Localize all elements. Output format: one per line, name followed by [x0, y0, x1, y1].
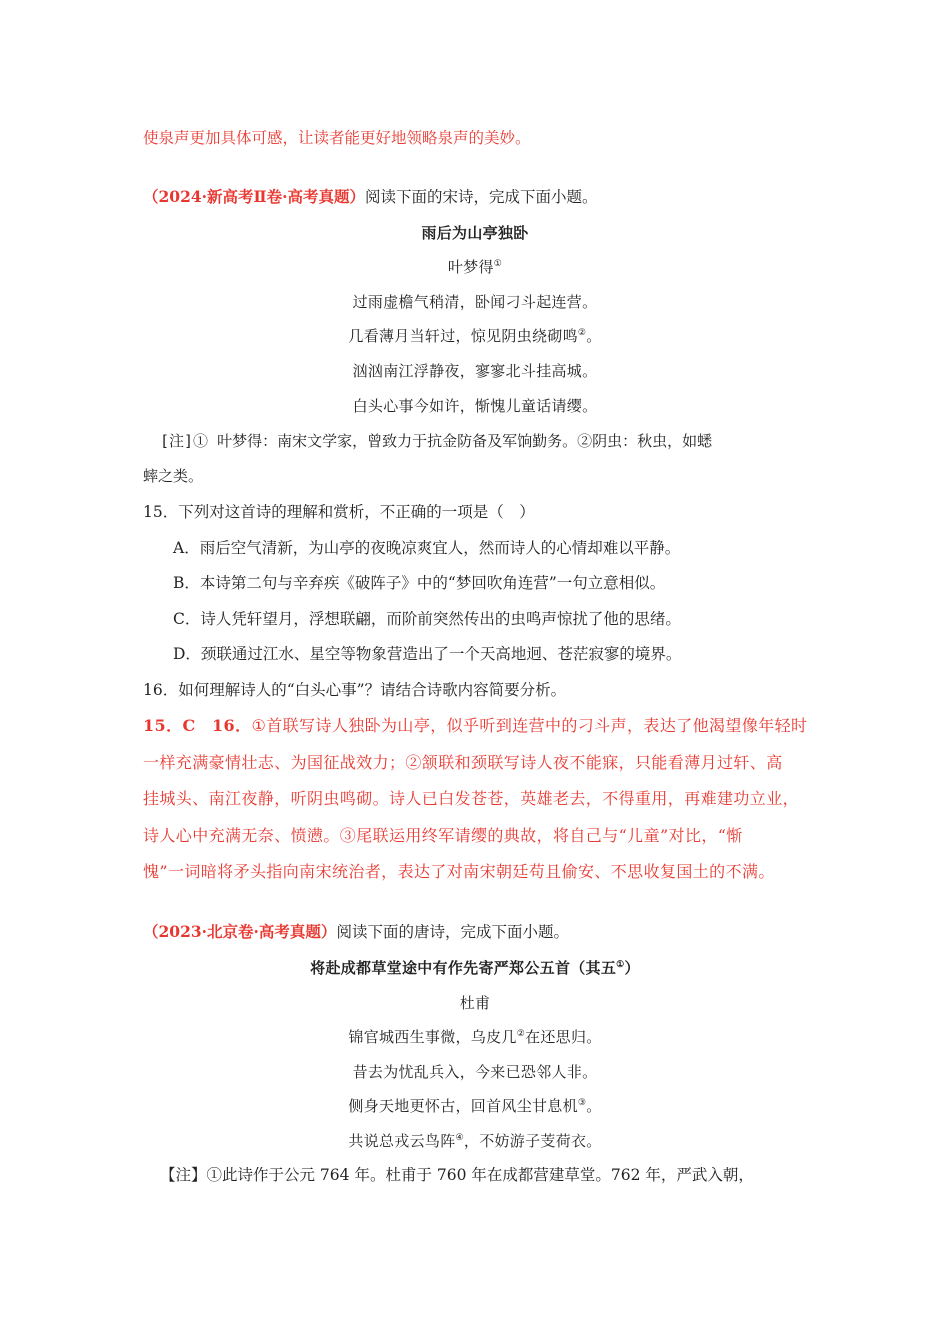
sec2-poem-title: 将赴成都草堂途中有作先寄严郑公五首（其五①）	[310, 959, 640, 977]
sec1-poem-line-2: 几看薄月当轩过，惊见阴虫绕砌鸣②。	[348, 327, 602, 345]
question-15: 15．下列对这首诗的理解和赏析，不正确的一项是（ ）	[143, 503, 535, 521]
sec1-poem-title: 雨后为山亭独卧	[421, 224, 529, 242]
answer-line-5: 愧”一词暗将矛头指向南宋统治者，表达了对南宋朝廷苟且偷安、不思收复国土的不满。	[143, 862, 775, 881]
sec2-heading	[143, 922, 569, 942]
sec1-note-line-2: 蟀之类。	[143, 467, 204, 485]
sec2-poem-line-4: 共说总戎云鸟阵④，不妨游子芰荷衣。	[348, 1132, 602, 1150]
sec1-poem-line-3: 汹汹南江浮静夜，寥寥北斗挂高城。	[352, 362, 598, 380]
sec2-poem-line-1: 锦官城西生事微，乌皮几②在还思归。	[348, 1028, 602, 1046]
sec2-source: （2023·北京卷·高考真题）	[143, 922, 337, 941]
sec1-instruction: 阅读下面的宋诗，完成下面小题。	[365, 188, 598, 206]
answer-line-3: 挂城头、南江夜静，听阴虫鸣砌。诗人已白发苍苍，英雄老去，不得重用，再难建功立业，	[143, 789, 800, 808]
sec1-source: （2024·新高考Ⅱ卷·高考真题）	[143, 187, 365, 206]
sec1-poem-line-1: 过雨虚檐气稍清，卧闻刁斗起连营。	[352, 293, 598, 311]
option-c: C．诗人凭轩望月，浮想联翩，而阶前突然传出的虫鸣声惊扰了他的思绪。	[173, 610, 681, 628]
intro-answer: 使泉声更加具体可感，让读者能更好地领略泉声的美妙。	[143, 129, 531, 147]
option-b: B．本诗第二句与辛弃疾《破阵子》中的“梦回吹角连营”一句立意相似。	[173, 574, 666, 592]
sec1-poem-author	[0, 257, 950, 277]
sec1-note-line-1: [注]① 叶梦得：南宋文学家，曾致力于抗金防备及军饷勤务。②阴虫：秋虫，如蟋	[160, 432, 713, 450]
answer-line-1: 15．C 16．①首联写诗人独卧为山亭，似乎听到连营中的刁斗声，表达了他渴望像年轻时	[143, 716, 808, 735]
answer-line-2: 一样充满豪情壮志、为国征战效力；②颔联和颈联写诗人夜不能寐，只能看薄月过轩、高	[143, 753, 783, 772]
sec1-poem-line-4: 白头心事今如许，惭愧儿童话请缨。	[352, 397, 598, 415]
sec2-poem-line-2: 昔去为忧乱兵入，今来已恐邻人非。	[352, 1063, 598, 1081]
sec1-author-name: 叶梦得	[447, 258, 494, 276]
sec1-heading	[143, 187, 598, 207]
answer-line-4: 诗人心中充满无奈、愤懑。③尾联运用终军请缨的典故，将自己与“儿童”对比，“惭	[143, 826, 743, 845]
sec1-author-mark: ①	[493, 259, 503, 269]
sec2-instruction: 阅读下面的唐诗，完成下面小题。	[336, 923, 569, 941]
answer-label: 15．C 16．	[143, 716, 252, 735]
question-16: 16．如何理解诗人的“白头心事”？请结合诗歌内容简要分析。	[143, 681, 567, 699]
sec2-poem-line-3: 侧身天地更怀古，回首风尘甘息机③。	[348, 1097, 602, 1115]
option-a: A．雨后空气清新，为山亭的夜晚凉爽宜人，然而诗人的心情却难以平静。	[173, 539, 681, 557]
sec2-note: 【注】①此诗作于公元 764 年。杜甫于 760 年在成都营建草堂。762 年，严武入朝，	[160, 1166, 754, 1184]
sec2-poem-author: 杜甫	[459, 994, 491, 1012]
option-d: D．颈联通过江水、星空等物象营造出了一个天高地迥、苍茫寂寥的境界。	[173, 645, 682, 663]
